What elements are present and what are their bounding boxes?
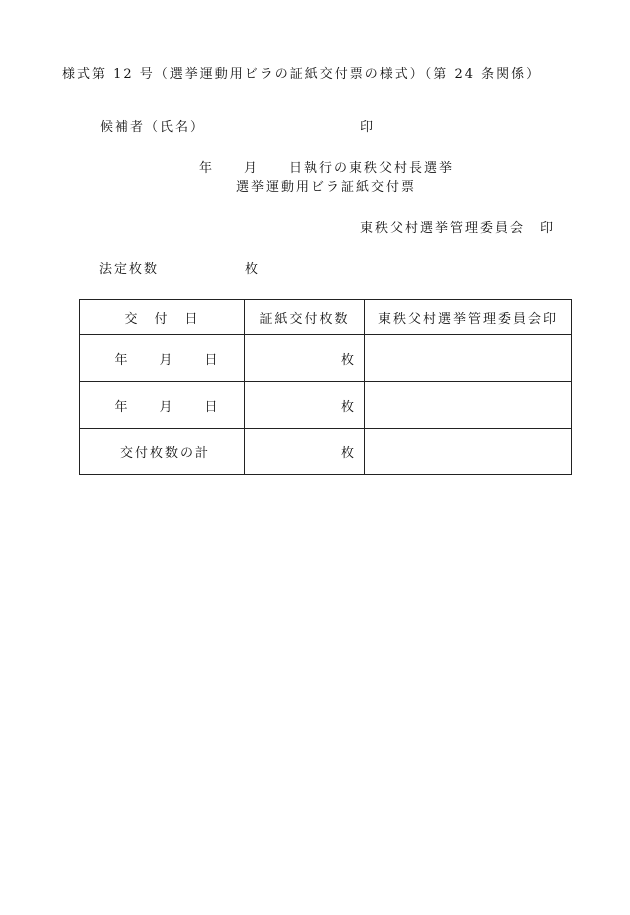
stamp-count-cell[interactable]: 枚 <box>245 382 365 429</box>
total-seal-cell[interactable] <box>365 429 572 475</box>
candidate-seal-mark: 印 <box>360 120 376 135</box>
table-total-row <box>80 429 572 475</box>
total-count-label: 交付枚数の計 <box>80 429 245 475</box>
issuance-table <box>79 299 572 475</box>
election-date-line: 年 月 日執行の東秩父村長選挙 <box>199 161 455 176</box>
issue-date-cell[interactable]: 年 月 日 <box>80 382 245 429</box>
total-count-cell[interactable]: 枚 <box>245 429 365 475</box>
document-title: 選挙運動用ビラ証紙交付票 <box>236 180 417 195</box>
legal-quota-unit: 枚 <box>245 262 261 277</box>
issue-date-cell[interactable]: 年 月 日 <box>80 335 245 382</box>
committee-seal-cell[interactable] <box>365 382 572 429</box>
stamp-count-cell[interactable]: 枚 <box>245 335 365 382</box>
form-heading: 様式第 12 号（選挙運動用ビラの証紙交付票の様式）（第 24 条関係） <box>62 67 542 82</box>
header-stamp-count: 証紙交付枚数 <box>245 300 365 335</box>
header-issue-date: 交 付 日 <box>80 300 245 335</box>
table-header-row <box>80 300 572 335</box>
candidate-name-label: 候補者（氏名） <box>100 120 206 135</box>
committee-seal-line: 東秩父村選挙管理委員会 印 <box>360 221 556 236</box>
table-row <box>80 335 572 382</box>
header-committee-seal: 東秩父村選挙管理委員会印 <box>365 300 572 335</box>
legal-quota-label: 法定枚数 <box>99 262 160 277</box>
table-row <box>80 382 572 429</box>
committee-seal-cell[interactable] <box>365 335 572 382</box>
